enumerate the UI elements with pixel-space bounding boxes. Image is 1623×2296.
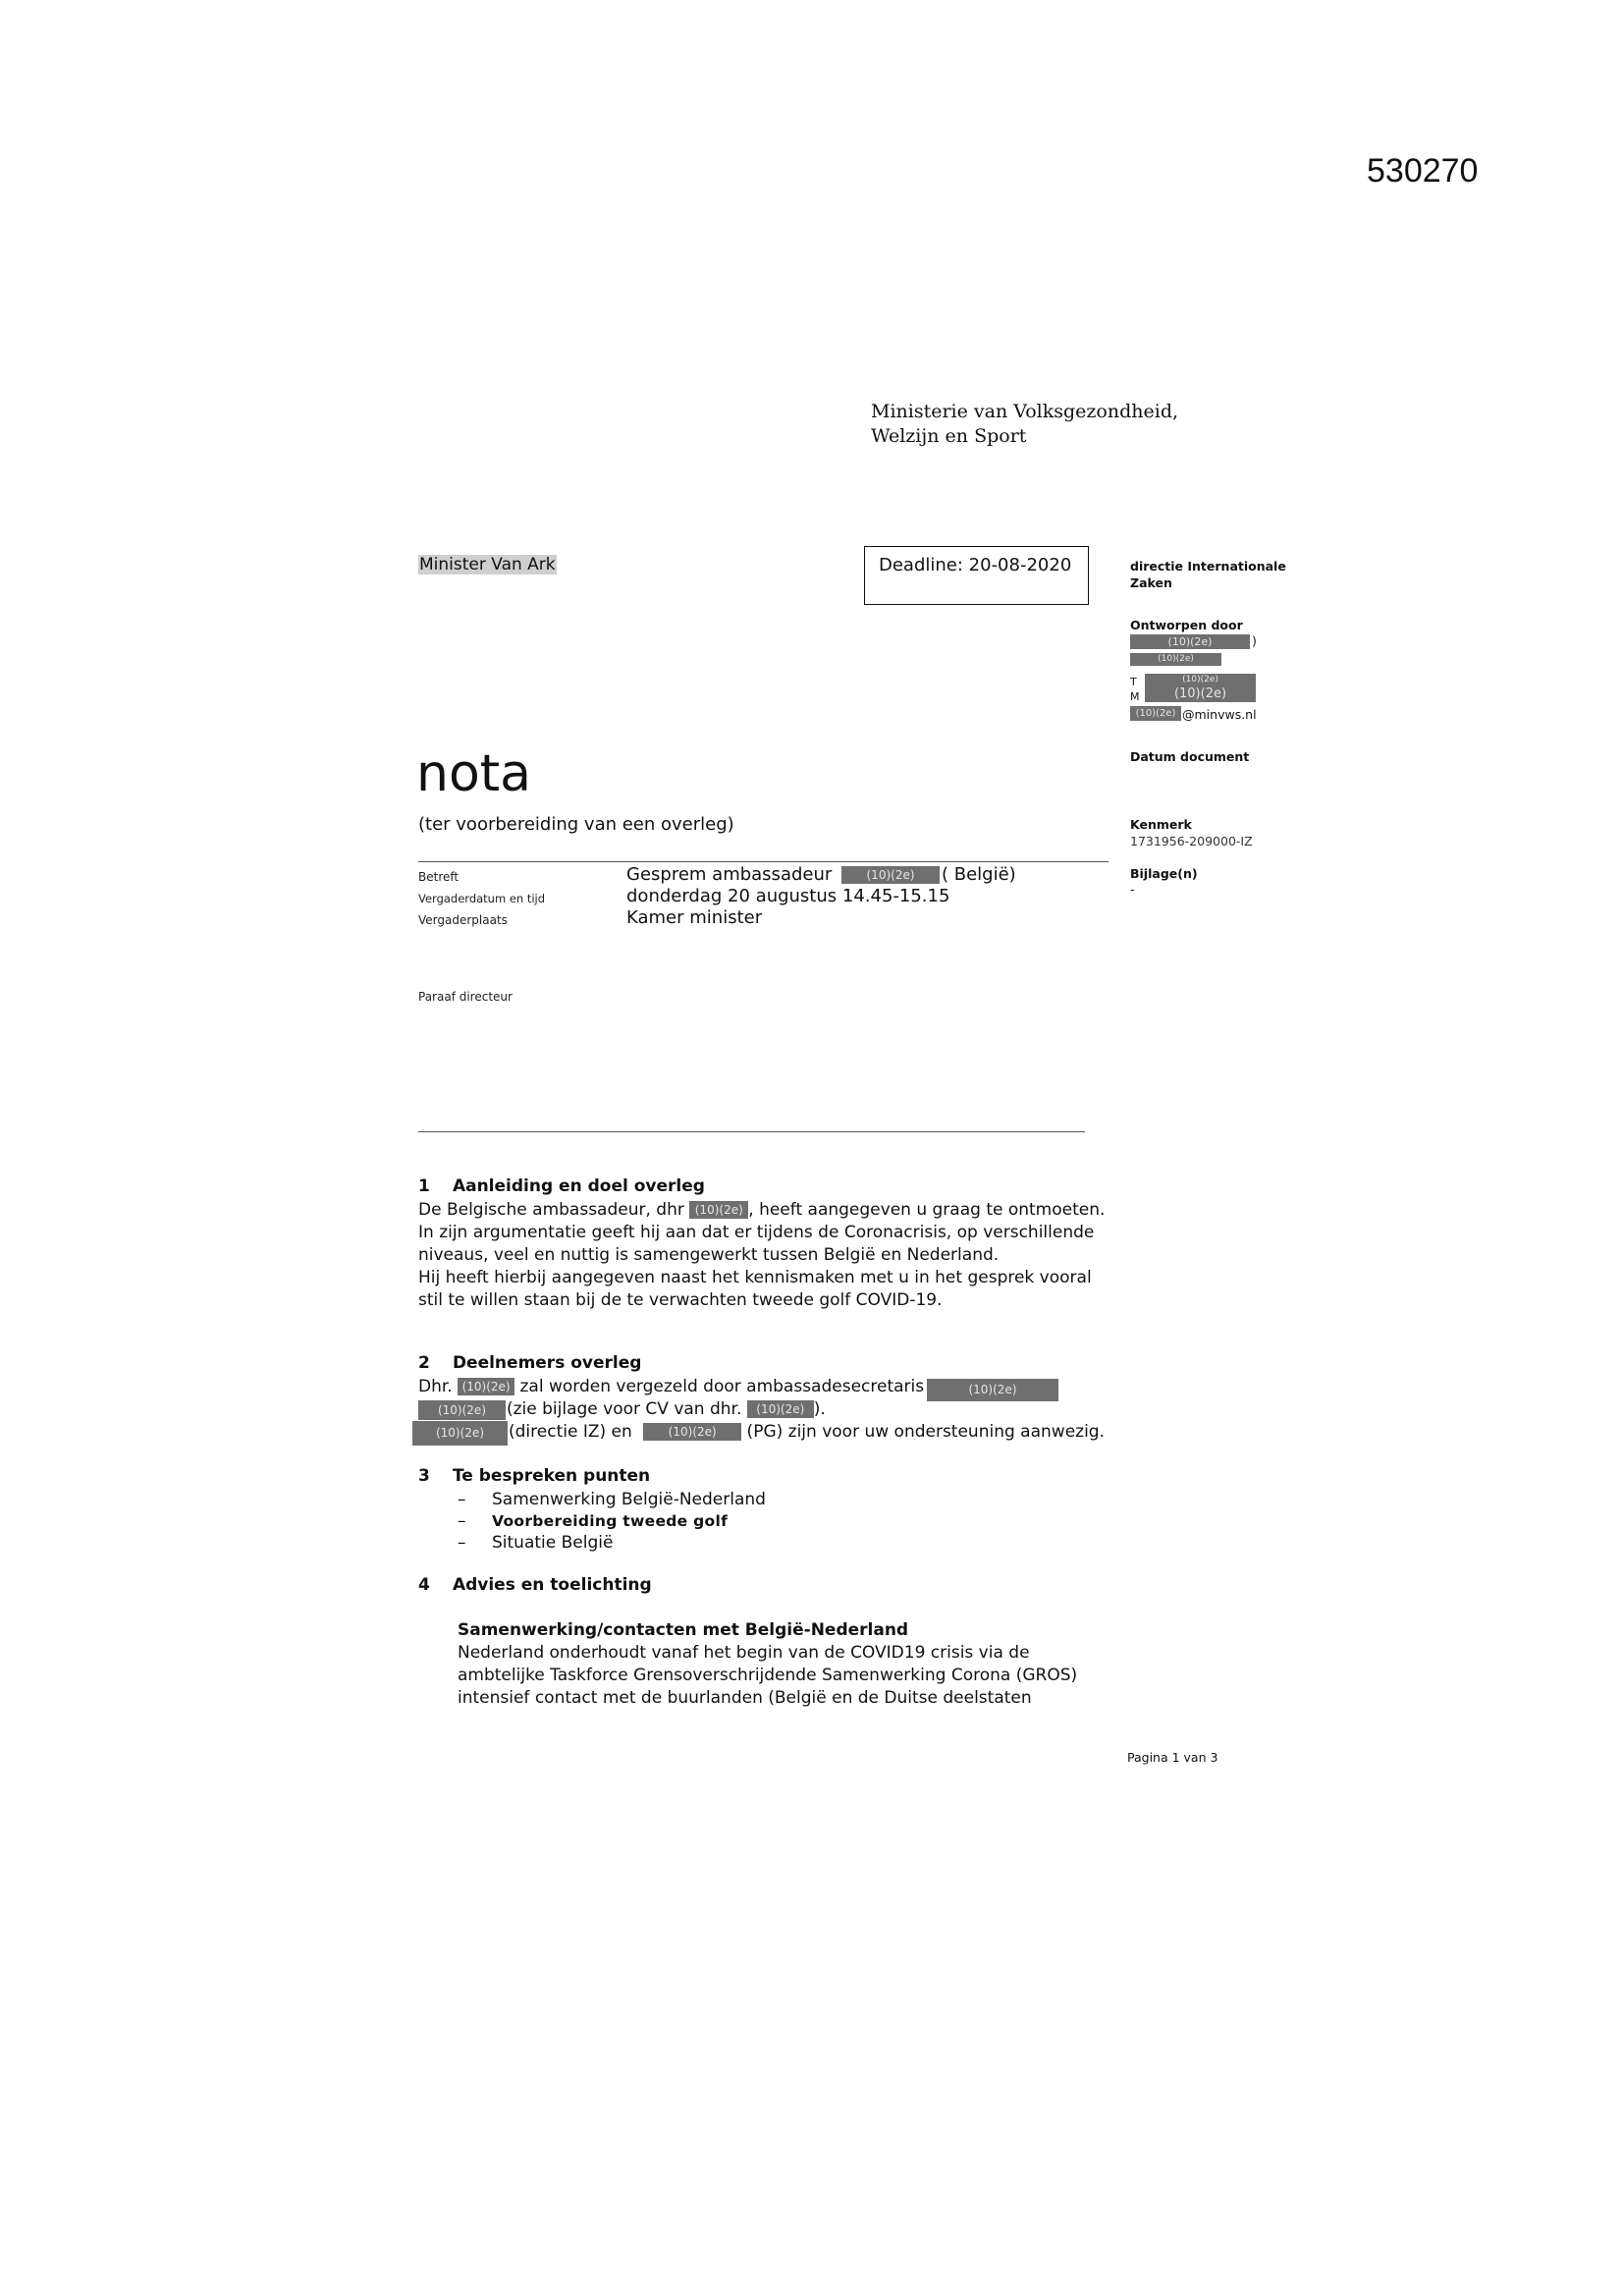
section-2-line-1: Dhr. (10)(2e) zal worden vergezeld door ambassadesecretaris [418,1377,925,1396]
section-1-line-1: De Belgische ambassadeur, dhr (10)(2e) , heeft aangegeven u graag te ontmoeten. [418,1200,1106,1220]
document-subtitle: (ter voorbereiding van een overleg) [418,814,734,835]
redaction-secretary: (10)(2e) [927,1379,1058,1401]
redaction-drafter-name: (10)(2e) [1130,634,1250,649]
document-title: nota [416,744,532,803]
drafted-by-label: Ontworpen door [1130,618,1243,632]
section-1-line-4: Hij heeft hierbij aangegeven naast het kennismaken met u in het gesprek vooral [418,1268,1092,1287]
mob-prefix: M [1130,690,1140,703]
sidebar-directorate [1130,558,1286,591]
page-number: Pagina 1 van 3 [1127,1750,1218,1765]
attachments-value: - [1130,882,1135,897]
redaction-official-iz: (10)(2e) [412,1421,508,1446]
section-4-line-3: intensief contact met de buurlanden (België en de Duitse deelstaten [458,1688,1032,1708]
directorate-line-1: directie Internationale [1130,559,1286,574]
section-1-line-5: stil te willen staan bij de te verwachten tweede golf COVID-19. [418,1290,943,1310]
attachments-label: Bijlage(n) [1130,866,1198,881]
redaction-cv-name: (10)(2e) [747,1400,814,1418]
section-3-heading: 3 Te bespreken punten [418,1466,651,1486]
deadline-text: Deadline: 20-08-2020 [879,555,1072,575]
reference-number: 1731956-209000-IZ [1130,834,1253,848]
deadline-box [864,546,1089,605]
section-1-body [418,1199,1106,1312]
section-4-line-1: Nederland onderhoudt vanaf het begin van de COVID19 crisis via de [458,1643,1030,1663]
directorate-line-2: Zaken [1130,575,1172,590]
recipient: Minister Van Ark [419,555,556,574]
reference-label: Kenmerk [1130,817,1192,832]
section-1-line-3: niveaus, veel en nuttig is samengewerkt tussen België en Nederland. [418,1245,1000,1265]
redaction-ambassador-2: (10)(2e) [458,1378,514,1395]
ministry-line-2: Welzijn en Sport [871,425,1027,447]
list-item: – Samenwerking België-Nederland [458,1490,766,1509]
meeting-date-value: donderdag 20 augustus 14.45-15.15 [626,886,950,906]
document-date-label: Datum document [1130,749,1250,764]
list-item: – Situatie België [458,1533,614,1553]
redaction-secretary-2: (10)(2e) [418,1400,506,1420]
divider-top [418,861,1109,862]
section-4-body [458,1642,1077,1710]
drafter-close-paren: ) [1252,633,1257,648]
redaction-drafter-role: (10)(2e) [1130,653,1221,666]
section-1-line-2: In zijn argumentatie geeft hij aan dat er tijdens de Coronacrisis, op verschillende [418,1223,1095,1242]
redaction-ambassador: (10)(2e) [689,1201,748,1219]
subject-value: Gesprem ambassadeur (10)(2e) ( België) [626,864,1016,885]
document-number: 530270 [1367,152,1479,190]
redaction-official-pg: (10)(2e) [643,1423,741,1441]
section-4-subheading: Samenwerking/contacten met België-Nederland [458,1620,909,1640]
ministry-line-1: Ministerie van Volksgezondheid, [871,401,1179,422]
section-4-heading: 4 Advies en toelichting [418,1575,652,1595]
tel-prefix: T [1130,676,1137,688]
section-1-heading: 1 Aanleiding en doel overleg [418,1176,705,1196]
redaction-phone: (10)(2e) [1145,674,1256,686]
section-4-line-2: ambtelijke Taskforce Grensoverschrijdende Samenwerking Corona (GROS) [458,1666,1078,1685]
list-item: – Voorbereiding tweede golf [458,1511,729,1531]
discussion-points-list [458,1489,766,1554]
meeting-place-label: Vergaderplaats [418,913,508,927]
redaction-ambassador-name: (10)(2e) [841,866,940,884]
divider-bottom [418,1131,1085,1132]
meeting-date-label: Vergaderdatum en tijd [418,892,546,905]
subject-label: Betreft [418,870,460,884]
initials-label: Paraaf directeur [418,990,513,1004]
ministry-name [871,400,1178,449]
section-2-heading: 2 Deelnemers overleg [418,1353,642,1373]
redaction-email-user: (10)(2e) [1130,706,1181,721]
section-2-line-2: (zie bijlage voor CV van dhr. (10)(2e) ). [507,1399,826,1419]
meeting-place-value: Kamer minister [626,907,763,928]
section-2-line-3: (directie IZ) en (10)(2e) (PG) zijn voor uw ondersteuning aanwezig. [509,1422,1105,1442]
redaction-mobile: (10)(2e) [1145,686,1256,702]
email-domain: @minvws.nl [1182,707,1257,722]
